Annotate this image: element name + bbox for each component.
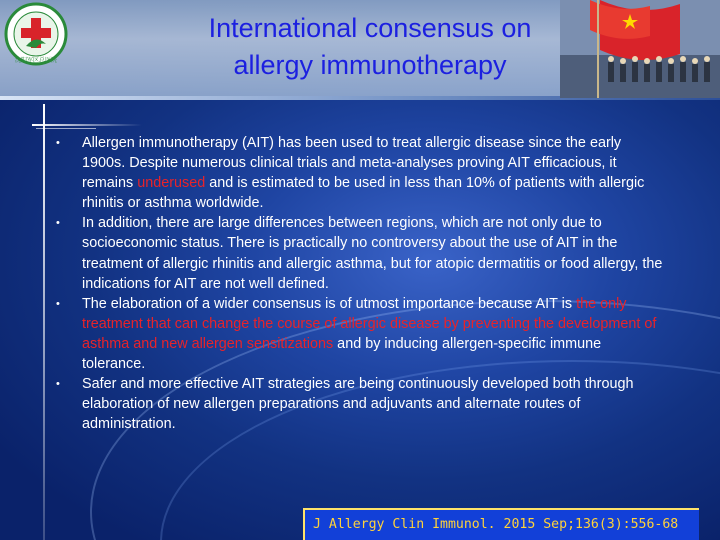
bullet-item bbox=[56, 133, 666, 213]
bullet-list bbox=[56, 133, 666, 434]
bullet-highlight-text: underused bbox=[137, 175, 206, 192]
citation-box: J Allergy Clin Immunol. 2015 Sep;136(3):556-68 bbox=[303, 508, 699, 540]
bullet-dot: • bbox=[56, 297, 60, 310]
page-title bbox=[150, 10, 590, 84]
decorative-horizontal-line bbox=[36, 128, 96, 129]
bullet-text: and by inducing allergen-specific immune tolerance. bbox=[82, 335, 602, 373]
bullet-dot: • bbox=[56, 217, 60, 230]
decorative-horizontal-line bbox=[32, 124, 142, 126]
bullet-dot: • bbox=[56, 137, 60, 149]
bullet-highlight-text: the only treatment that can change the course of allergic disease by preventing the development of asthma and new allergen sensitizations bbox=[82, 295, 657, 352]
bullet-text: Allergen immunotherapy (AIT) has been used to treat allergic disease since the early 1900s. Despite numerous clinical trials and meta-analyses proving AIT efficacious, it remains bbox=[82, 135, 622, 192]
title-line-1: International consensus on bbox=[208, 13, 532, 43]
logo-text: 沈阳军区总医院 bbox=[14, 57, 58, 64]
bullet-text: In addition, there are large differences between regions, which are not only due to socioeconomic status. There is practically no controversy about the use of AIT in the treatment of allergic rhinitis and allergic asthma, but for atopic dermatitis or food allergy, the indications for AIT are not well defined. bbox=[82, 215, 663, 292]
hospital-cross-logo-icon bbox=[4, 2, 68, 66]
bullet-item bbox=[56, 294, 666, 374]
decorative-vertical-line bbox=[43, 104, 45, 540]
bullet-item bbox=[56, 374, 666, 434]
bullet-text: and is estimated to be used in less than 10% of patients with allergic rhinitis or asthma worldwide. bbox=[82, 175, 645, 212]
bullet-text: Safer and more effective AIT strategies are being continuously developed both through elaboration of new allergen preparations and adjuvants and alternate routes of administration. bbox=[82, 376, 634, 433]
title-line-2: allergy immunotherapy bbox=[233, 50, 507, 80]
bullet-text: The elaboration of a wider consensus is of utmost importance because AIT is bbox=[82, 295, 577, 312]
bullet-dot: • bbox=[56, 378, 60, 391]
bullet-item bbox=[56, 213, 666, 293]
